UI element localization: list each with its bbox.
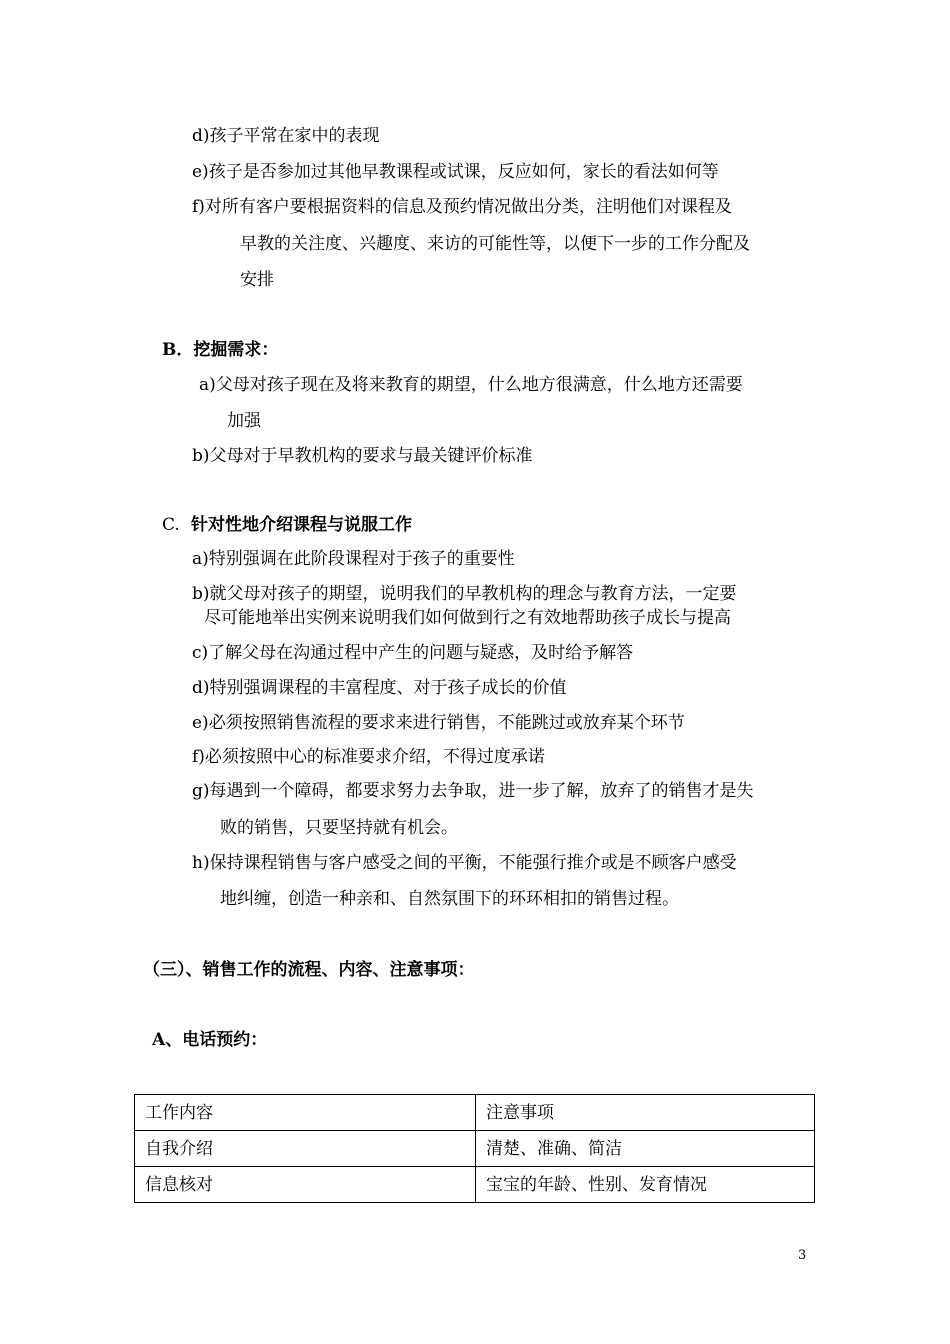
table-cell: 自我介绍 xyxy=(135,1131,476,1167)
item-c-h-line1: h)保持课程销售与客户感受之间的平衡，不能强行推介或是不顾客户感受 xyxy=(192,853,737,873)
item-c-e: e)必须按照销售流程的要求来进行销售，不能跳过或放弃某个环节 xyxy=(192,713,685,733)
phone-appointment-heading: A、电话预约： xyxy=(152,1030,268,1050)
table-cell: 清楚、准确、简洁 xyxy=(476,1131,815,1167)
item-c-g-line2: 败的销售，只要坚持就有机会。 xyxy=(220,818,458,838)
section-c-heading: 针对性地介绍课程与说服工作 xyxy=(191,515,412,535)
table-cell: 信息核对 xyxy=(135,1167,476,1203)
table-row xyxy=(135,1131,815,1167)
item-a-f-line3: 安排 xyxy=(240,270,274,290)
item-a-d: d)孩子平常在家中的表现 xyxy=(192,126,380,146)
section-three-heading: （三）、销售工作的流程、内容、注意事项： xyxy=(143,960,475,980)
item-c-f: f)必须按照中心的标准要求介绍，不得过度承诺 xyxy=(192,747,545,767)
item-b-a-line1: a)父母对孩子现在及将来教育的期望，什么地方很满意，什么地方还需要 xyxy=(199,375,743,395)
table-header-cell: 注意事项 xyxy=(476,1095,815,1131)
table-header-cell: 工作内容 xyxy=(135,1095,476,1131)
item-c-a: a)特别强调在此阶段课程对于孩子的重要性 xyxy=(192,549,515,569)
item-c-h-line2: 地纠缠，创造一种亲和、自然氛围下的环环相扣的销售过程。 xyxy=(220,889,679,909)
item-c-b-line1: b)就父母对孩子的期望，说明我们的早教机构的理念与教育方法，一定要 xyxy=(192,584,737,604)
section-c-heading-prefix: C. xyxy=(162,515,180,535)
item-b-a-line2: 加强 xyxy=(227,411,261,431)
item-a-e: e)孩子是否参加过其他早教课程或试课，反应如何，家长的看法如何等 xyxy=(192,162,719,182)
table-row xyxy=(135,1167,815,1203)
item-b-b: b)父母对于早教机构的要求与最关键评价标准 xyxy=(192,446,533,466)
page-number: 3 xyxy=(798,1248,807,1263)
table-cell: 宝宝的年龄、性别、发育情况 xyxy=(476,1167,815,1203)
item-c-b-line2: 尽可能地举出实例来说明我们如何做到行之有效地帮助孩子成长与提高 xyxy=(204,608,731,628)
item-c-d: d)特别强调课程的丰富程度、对于孩子成长的价值 xyxy=(192,678,567,698)
item-a-f-line1: f)对所有客户要根据资料的信息及预约情况做出分类，注明他们对课程及 xyxy=(192,197,732,217)
phone-appointment-table xyxy=(134,1094,815,1203)
item-a-f-line2: 早教的关注度、兴趣度、来访的可能性等，以便下一步的工作分配及 xyxy=(240,234,750,254)
table-header-row xyxy=(135,1095,815,1131)
item-c-g-line1: g)每遇到一个障碍，都要求努力去争取，进一步了解，放弃了的销售才是失 xyxy=(192,781,754,801)
item-c-c: c)了解父母在沟通过程中产生的问题与疑惑，及时给予解答 xyxy=(192,643,634,663)
section-b-heading: B．挖掘需求： xyxy=(162,340,279,360)
